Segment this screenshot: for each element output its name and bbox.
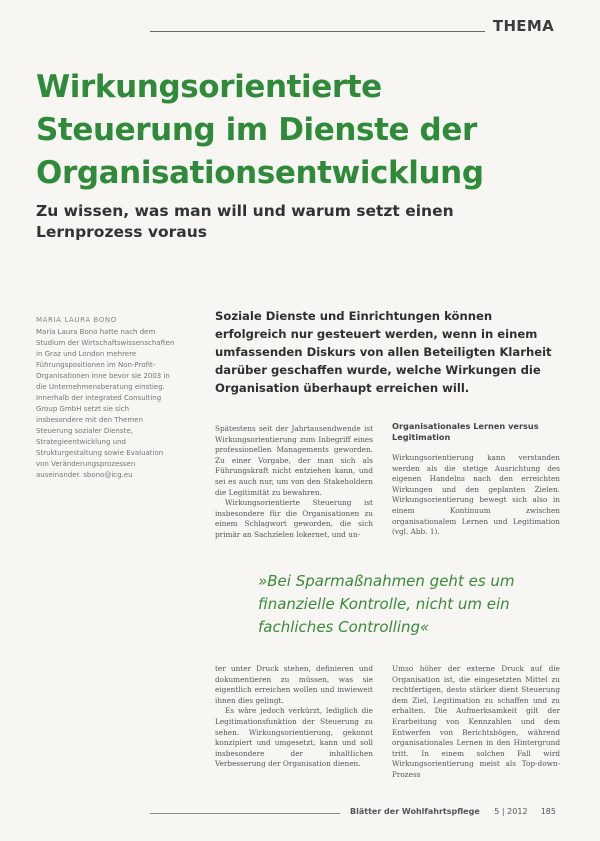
body-column-3 [215,664,373,770]
article-lead: Soziale Dienste und Einrichtungen können erfolgreich nur gesteuert werden, wenn in einem umfassenden Diskurs von allen Beteiligten Klarheit darüber geschaffen wurde, welche Wirkungen die Organisation überhaupt erreichen will. [215,309,552,395]
article-title: Wirkungsorientierte Steuerung im Dienste der Organisationsentwicklung [36,69,484,191]
article-subtitle: Zu wissen, was man will und warum setzt einen Lernprozess voraus [36,202,454,241]
body-column-2 [392,453,560,538]
pull-quote: »Bei Sparmaßnahmen geht es um finanzielle Kontrolle, nicht um ein fachliches Controlling« [258,572,515,636]
paragraph: Wirkungsorientierung kann verstanden werden als die stetige Ausrichtung des eigenen Handelns nach den erreichten Wirkungen und den geplanten Zielen. Wirkungsorientierung bewegt sich also in einem Kontinuum zwischen organisationalem Lernen und Legitimation (vgl. Abb. 1). [392,453,560,537]
footer-journal: Blätter der Wohlfahrtspflege [350,807,480,816]
author-name: MARIA LAURA BONO [36,316,117,324]
footer-issue: 5 | 2012 [494,807,528,816]
paragraph: ter unter Druck stehen, definieren und dokumentieren zu müssen, was sie eigentlich erreichen wollen und inwieweit ihnen dies gelingt. [215,664,373,705]
header-rule [150,31,485,32]
body-column-1 [215,424,373,541]
page-number: 185 [540,807,556,816]
footer-rule [150,813,340,814]
section-label: THEMA [492,17,554,35]
body-column-4 [392,664,560,781]
paragraph: Spätestens seit der Jahrtausendwende ist Wirkungsorientierung zum Inbegriff eines professionellen Managements geworden. Zu einer Vorgabe, der man sich als Führungskraft nicht entziehen kann, und sei es auch nur, um von den Stakeholdern die Legitimität zu bewahren. [215,424,373,497]
author-bio: Maria Laura Bono hatte nach dem Studium der Wirtschaftswissenschaften in Graz und London mehrere Führungspositionen im Non-Profit-Organisationen inne bevor sie 2003 in die Unternehmensberatung einstieg. Innerhalb der integrated Consulting Group GmbH setzt sie sich insbesondere mit den Themen Steuerung sozialer Dienste, Strategieentwicklung und Strukturgestaltung sowie Evaluation von Veränderungsprozessen auseinander. sbono@icg.eu [36,328,175,479]
author-sidebar [36,315,176,481]
page-footer [350,807,556,817]
paragraph: Es wäre jedoch verkürzt, lediglich die Legitimationsfunktion der Steuerung zu sehen. Wirkungsorientierung, gekonnt konzipiert und umgesetzt, kann und soll insbesondere der inhaltlichen Verbesserung der Organisation dienen. [215,706,373,769]
section-subheading: Organisationales Lernen versus Legitimation [392,421,539,442]
paragraph: Wirkungsorientierte Steuerung ist insbesondere für die Organisationen zu einem Schlagwort geworden, die sich primär an Sachzielen lokernet, und un- [215,498,373,539]
paragraph: Umso höher der externe Druck auf die Organisation ist, die eingesetzten Mittel zu rechtfertigen, desto stärker dient Steuerung dem Ziel, Legitimation zu schaffen und zu erhalten. Die Aufmerksamkeit gilt der Erarbeitung von Kennzahlen und dem Entwerfen von Berichtsbögen, während organisationales Lernen in den Hintergrund tritt. In einem solchen Fall wird Wirkungsorientierung meist als Top-down-Prozess [392,664,560,779]
